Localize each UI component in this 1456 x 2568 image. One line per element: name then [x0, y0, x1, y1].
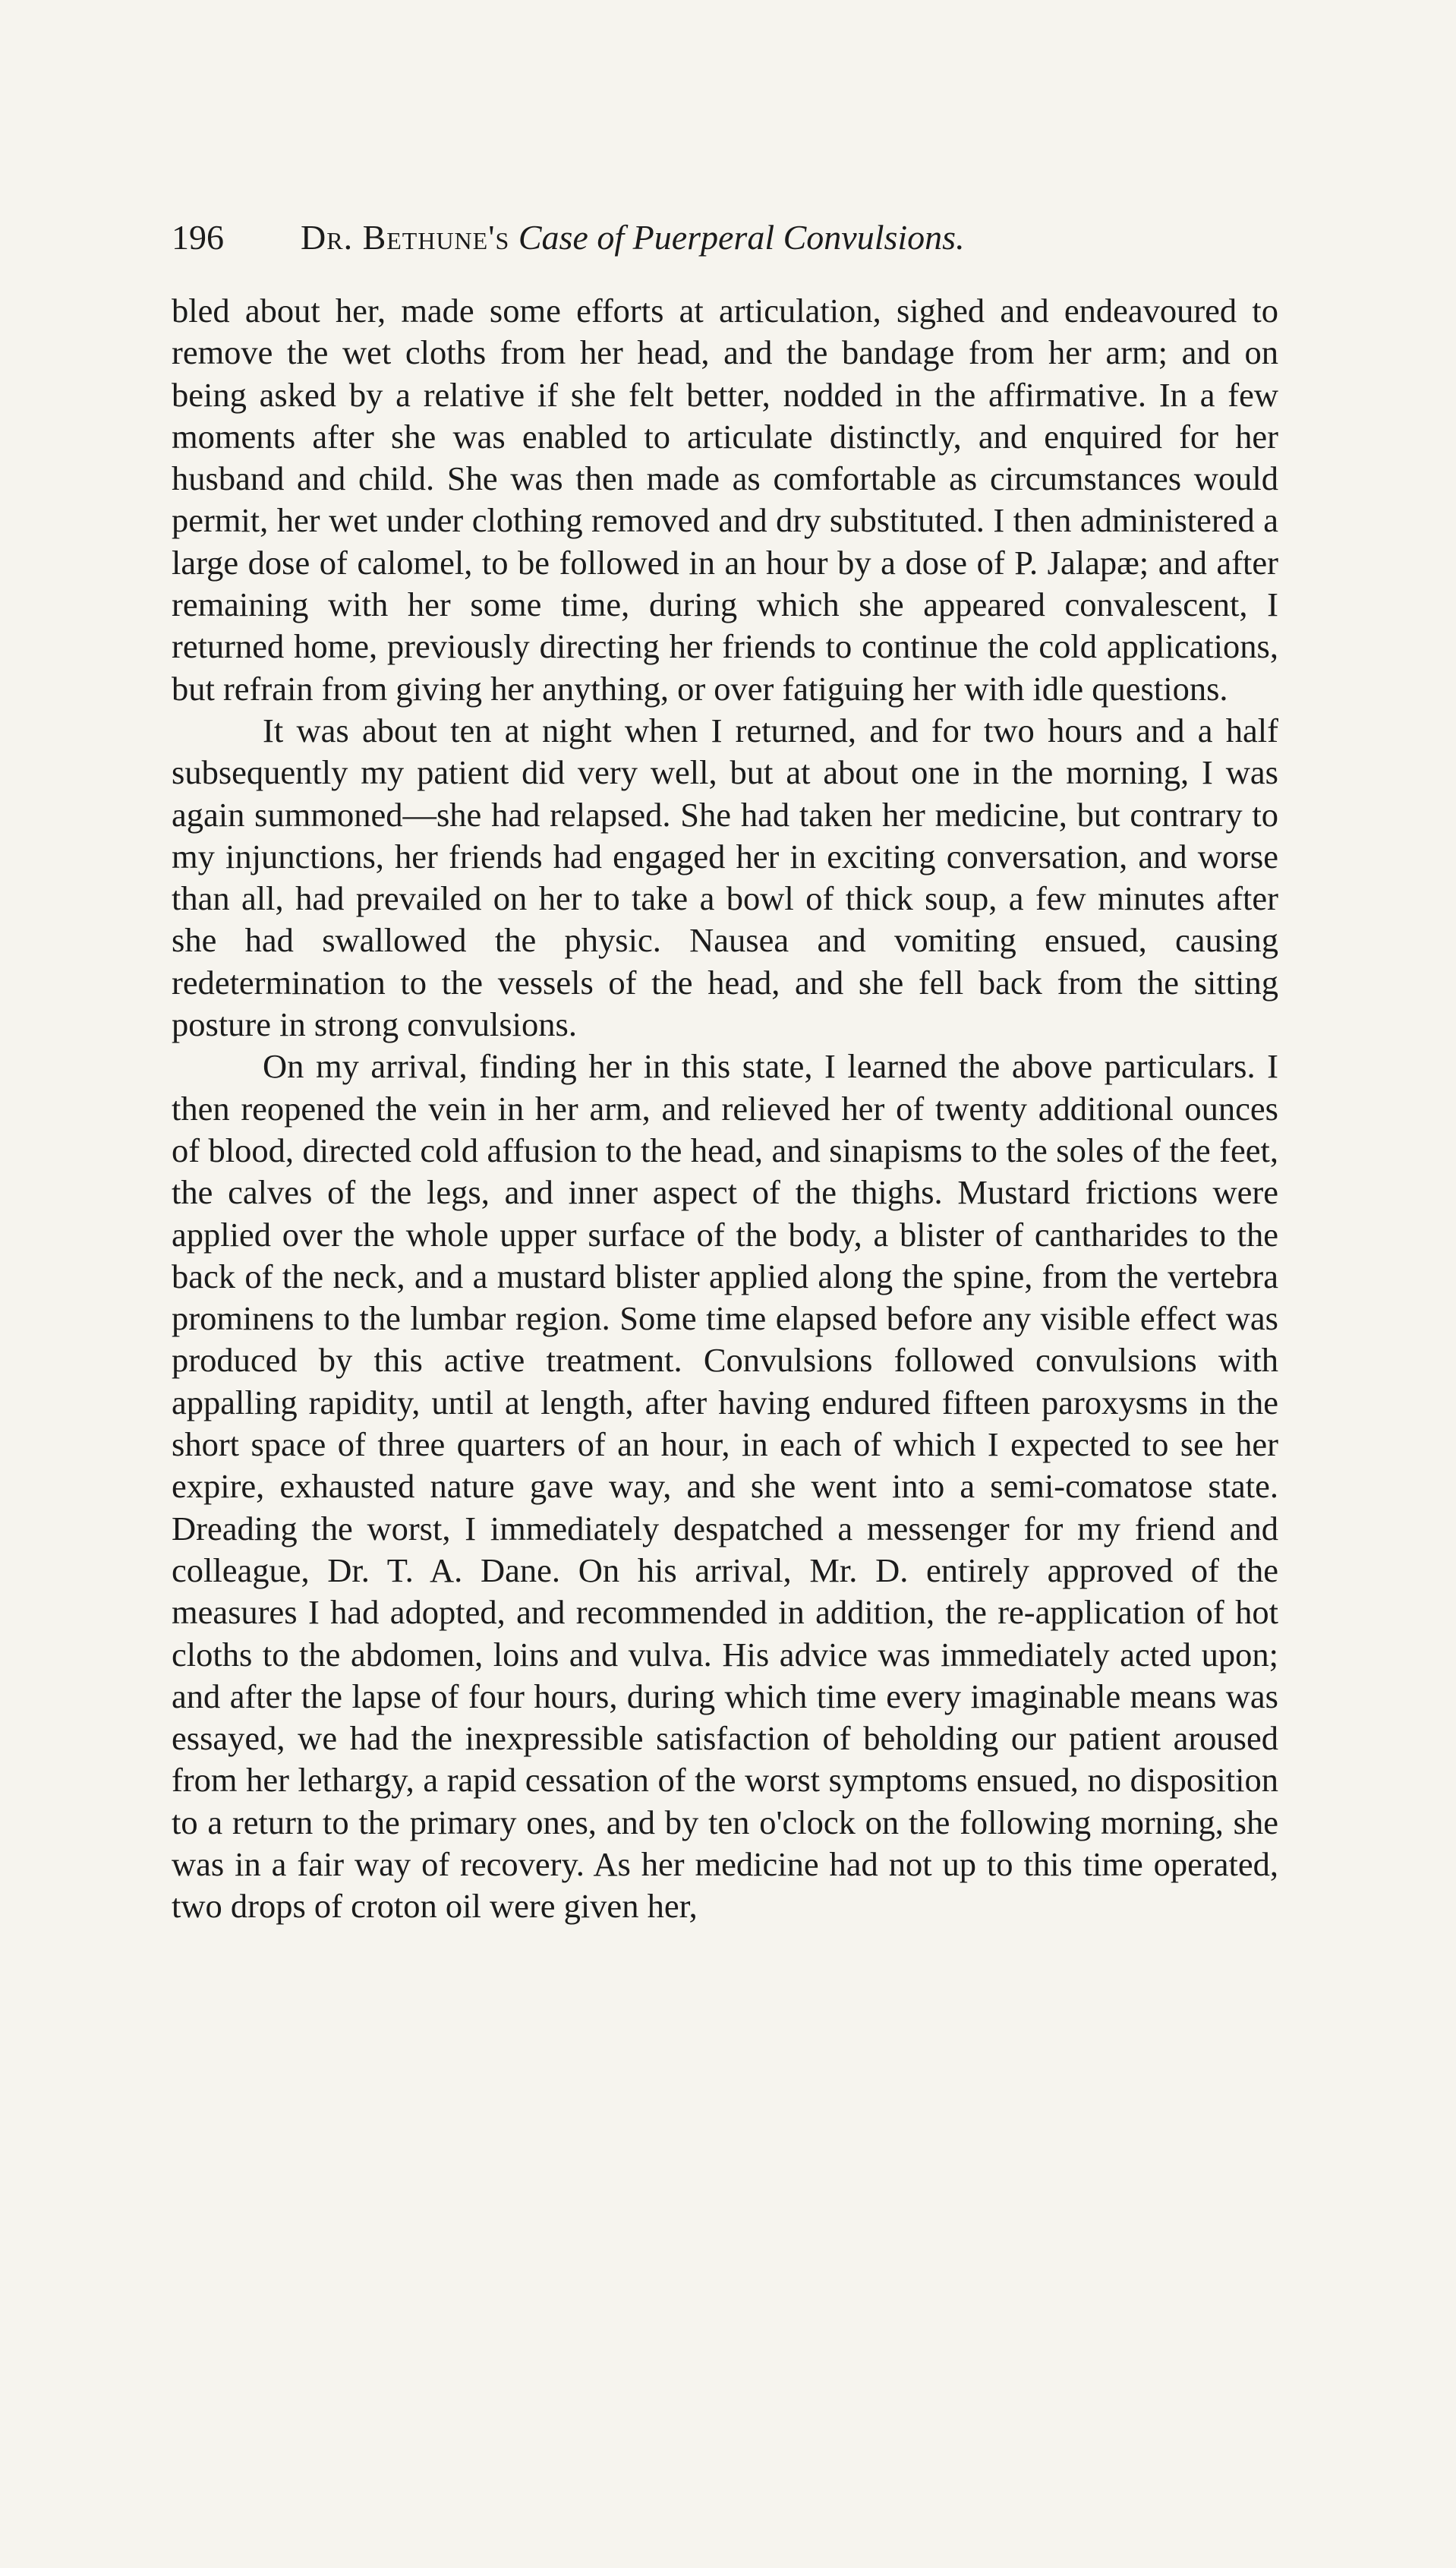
header-author: Dr. Bethune's [301, 218, 510, 257]
paragraph-2: It was about ten at night when I returned, and for two hours and a half subsequently my patient did very well, but at about one in the morning, I was again summoned—she had relapsed. She had taken her medicine, but contrary to my injunctions, her friends had engaged her in exciting conversation, and worse than all, had prevailed on her to take a bowl of thick soup, a few minutes after she had swallowed the physic. Nausea and vomiting ensued, causing redetermination to the vessels of the head, and she fell back from the sitting posture in strong convulsions. [172, 711, 1278, 1044]
page-number: 196 [172, 218, 224, 257]
running-header [172, 203, 1280, 272]
paragraph-1: bled about her, made some efforts at articulation, sighed and endeavoured to remove the wet cloths from her head, and the bandage from her arm; and on being asked by a relative if she felt better, nodded in the affirmative. In a few moments after she was enabled to articulate distinctly, and enquired for her husband and child. She was then made as comfortable as circumstances would permit, her wet under clothing removed and dry substituted. I then administered a large dose of calomel, to be followed in an hour by a dose of P. Jalapæ; and after remaining with her some time, during which she appeared convalescent, I returned home, previously directing her friends to continue the cold applications, but refrain from giving her anything, or over fatiguing her with idle questions. [172, 292, 1278, 708]
header-article-title: Case of Puerperal Convulsions. [518, 218, 965, 257]
body-text [172, 290, 1278, 1928]
running-title [285, 203, 1280, 272]
paragraph-3: On my arrival, finding her in this state, I learned the above particulars. I then reopened the vein in her arm, and relieved her of twenty additional ounces of blood, directed cold affusion to the head, and sinapisms to the soles of the feet, the calves of the legs, and inner aspect of the thighs. Mustard frictions were applied over the whole upper surface of the body, a blister of cantharides to the back of the neck, and a mustard blister applied along the spine, from the vertebra prominens to the lumbar region. Some time elapsed before any visible effect was produced by this active treatment. Convulsions followed convulsions with appalling rapidity, until at length, after having endured fifteen paroxysms in the short space of three quarters of an hour, in each of which I expected to see her expire, exhausted nature gave way, and she went into a semi-comatose state. Dreading the worst, I immediately despatched a messenger for my friend and colleague, Dr. T. A. Dane. On his arrival, Mr. D. entirely approved of the measures I had adopted, and recommended in addition, the re-application of hot cloths to the abdomen, loins and vulva. His advice was immediately acted upon; and after the lapse of four hours, during which time every imaginable means was essayed, we had the inexpressible satisfaction of beholding our patient aroused from her lethargy, a rapid cessation of the worst symptoms ensued, no disposition to a return to the primary ones, and by ten o'clock on the following morning, she was in a fair way of recovery. As her medicine had not up to this time operated, two drops of croton oil were given her, [172, 1047, 1278, 1926]
